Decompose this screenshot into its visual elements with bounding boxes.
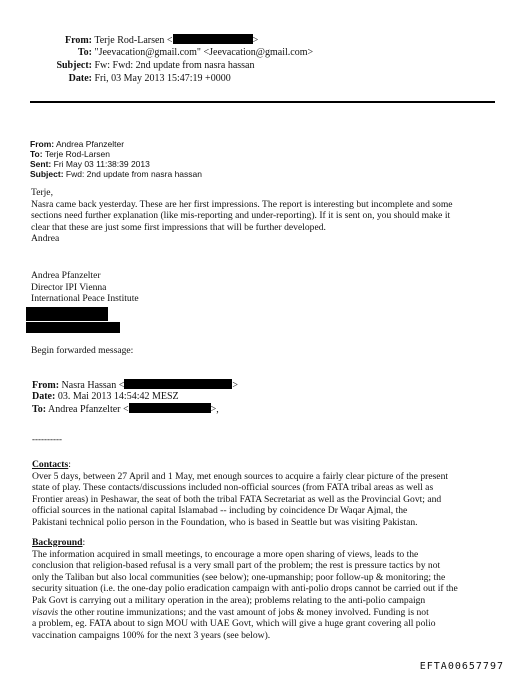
message-line: Nasra came back yesterday. These are her first impressions. The report is interesting but incomplete and some [31, 198, 453, 210]
fwd-sent-label: Sent: [30, 159, 52, 169]
signature-title: Director IPI Vienna [31, 281, 107, 293]
document-id: EFTA00657797 [419, 661, 504, 672]
header-from-row [40, 34, 258, 47]
signature-org: International Peace Institute [31, 293, 139, 305]
redaction-bar [124, 379, 232, 389]
redaction-bar [26, 307, 108, 321]
redaction-bar [26, 322, 120, 333]
fwd-sent-value: Fri May 03 11:38:39 2013 [53, 159, 150, 169]
inner-from-label: From: [32, 380, 60, 391]
contacts-line: state of play. These contacts/discussions included non-official sources (from FATA tribal areas as well as [32, 482, 434, 494]
inner-to-value: Andrea Pfanzelter < [48, 404, 129, 415]
forwarded-label: Begin forwarded message: [31, 345, 134, 356]
fwd-subject-row [30, 169, 202, 179]
fwd-from-value: Andrea Pfanzelter [56, 139, 125, 149]
header-to-row [40, 47, 313, 59]
background-heading: Background [32, 537, 83, 548]
background-line: only the Taliban but also local communities (see below); one-upmanship; poor follow-up & monitoring; the [32, 571, 446, 583]
background-line-rest: the other routine immunizations; and the vast amount of jobs & money involved. Funding is not [58, 606, 429, 618]
inner-to-label: To: [32, 404, 47, 415]
inner-date-label: Date: [32, 391, 56, 402]
inner-date-row [32, 391, 179, 403]
message-line: clear that these are just some first impressions that will be further developed. [31, 221, 326, 233]
signature-name: Andrea Pfanzelter [31, 270, 101, 281]
message-line: sections need further explanation (like mis-reporting and under-reporting). If it is sent on, you should make it [31, 210, 451, 222]
fwd-to-row [30, 149, 110, 159]
header-from-value: Terje Rod-Larsen < [94, 35, 173, 46]
message-greeting: Terje, [31, 187, 53, 198]
message-signoff: Andrea [31, 233, 60, 245]
fwd-from-label: From: [30, 139, 55, 149]
contacts-heading: Contacts [32, 459, 69, 470]
header-date-row [40, 73, 231, 85]
inner-date-value: 03. Mai 2013 14:54:42 MESZ [57, 391, 179, 402]
header-date-label: Date: [68, 73, 92, 84]
inner-to-close: >, [210, 404, 219, 415]
fwd-to-label: To: [30, 149, 43, 159]
background-line: vaccination campaigns 100% for the next 3 years (see below). [32, 629, 271, 641]
header-to-value: "Jeevacation@gmail.com" <Jeevacation@gmail.com> [94, 47, 314, 58]
redaction-bar [129, 403, 211, 413]
background-line [32, 607, 502, 619]
header-divider [30, 101, 495, 103]
contacts-line: Frontier areas) in Peshawar, the seat of both the tribal FATA Secretariat as well as the Provincial Govt; and [32, 493, 442, 505]
header-to-label: To: [77, 47, 92, 58]
fwd-subject-label: Subject: [30, 169, 64, 179]
inner-to-row [32, 403, 219, 416]
background-line: Pak Govt is carrying out a military operation in the area); problems relating to the anti-polio campaign [32, 594, 426, 606]
background-line: conclusion that religion-based refusal is a very small part of the problem; the rest is pressure tactics by not [32, 560, 441, 572]
background-section [32, 537, 502, 641]
contacts-section [32, 459, 502, 529]
fwd-subject-value: Fwd: 2nd update from nasra hassan [65, 169, 202, 179]
background-line: The information acquired in small meetings, to encourage a more open sharing of views, leads to the [32, 548, 419, 560]
message-body [31, 187, 501, 245]
contacts-colon: : [68, 459, 71, 470]
background-colon: : [82, 537, 86, 548]
signature-block [31, 270, 501, 305]
background-line: security situation (i.e. the one-day polio eradication campaign with anti-polio drops cannot be carried out if the [32, 583, 458, 595]
header-from-close: > [252, 35, 259, 46]
fwd-to-value: Terje Rod-Larsen [44, 149, 111, 159]
divider-dashes: ---------- [32, 434, 62, 444]
contacts-line: Pakistani technical polio person in the Foundation, who is based in Seattle but was visiting Pakistan. [32, 516, 418, 528]
fwd-from-row [30, 139, 124, 149]
fwd-sent-row [30, 159, 150, 169]
contacts-line: Over 5 days, between 27 April and 1 May, met enough sources to acquire a fairly clear picture of the present [32, 470, 449, 482]
header-subject-value: Fw: Fwd: 2nd update from nasra hassan [94, 60, 255, 71]
header-subject-row [40, 60, 254, 72]
redaction-bar [173, 34, 253, 44]
header-subject-label: Subject: [56, 60, 92, 71]
inner-from-value: Nasra Hassan < [61, 380, 125, 391]
header-from-label: From: [64, 35, 92, 46]
header-date-value: Fri, 03 May 2013 15:47:19 +0000 [94, 73, 231, 84]
inner-from-close: > [232, 380, 239, 391]
background-line: a problem, eg. FATA about to sign MOU with UAE Govt, which will give a huge grant covering all polio [32, 618, 436, 630]
contacts-line: official sources in the national capital Islamabad -- including by coincidence Dr Waqar Ajmal, the [32, 505, 408, 517]
background-italic-word: visavis [32, 606, 59, 618]
